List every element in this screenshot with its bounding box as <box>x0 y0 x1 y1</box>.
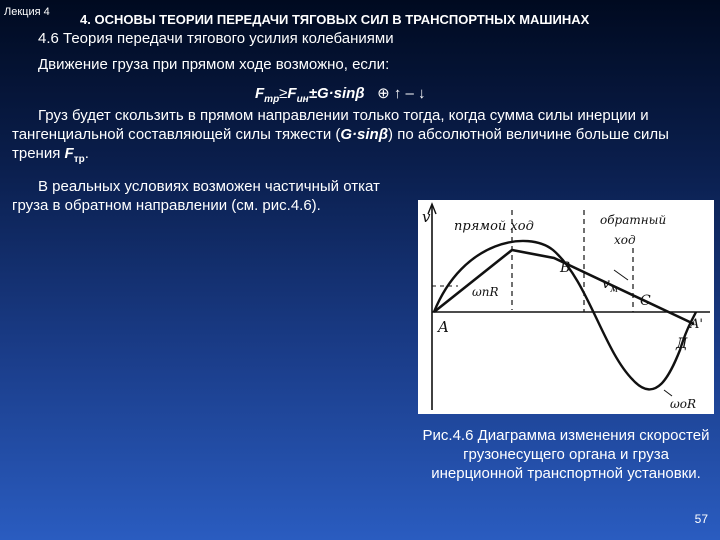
v-axis-label: v <box>422 208 431 226</box>
reverse-stroke-label-2: ход <box>614 233 636 247</box>
point-a-prime-label: A' <box>690 317 703 332</box>
formula-ge: ≥ <box>279 85 288 102</box>
formula-rest: ±G·sinβ <box>308 85 365 102</box>
figure-caption: Рис.4.6 Диаграмма изменения скоростей грузонесущего органа и груза инерционной транспортной установки. <box>422 427 710 482</box>
velocity-diagram <box>418 200 714 414</box>
wo-r-label: ωoR <box>670 397 697 411</box>
formula-symbols: ⊕ ↑ – ↓ <box>377 85 426 102</box>
formula <box>255 84 426 105</box>
lecture-label: Лекция 4 <box>4 6 50 18</box>
paragraph-rollback: В реальных условиях возможен частичный откат груза в обратном направлении (см. рис.4.6). <box>12 178 380 214</box>
wp-r-label: ωпR <box>472 285 499 299</box>
point-b-label: B <box>560 260 571 276</box>
paragraph-sliding: Груз будет скользить в прямом направлении только тогда, когда сумма силы инерции и тангенциальной составляющей силы тяжести (G·sinβ) по абсолютной величине больше силы трения $F_{тр}$. <box>12 107 669 165</box>
vm-label: $v_м$ <box>602 276 619 295</box>
formula-fin: $F_{ин}$ <box>287 85 309 105</box>
slide-title: 4. ОСНОВЫ ТЕОРИИ ПЕРЕДАЧИ ТЯГОВЫХ СИЛ В ТРАНСПОРТНЫХ МАШИНАХ <box>80 12 590 27</box>
vm-pointer <box>614 270 628 280</box>
forward-stroke-label: прямой ход <box>454 219 534 234</box>
velocity-diagram-svg <box>418 200 714 414</box>
formula-ftr: $F_{тр}$ <box>255 85 280 105</box>
condition-text: Движение груза при прямом ходе возможно, если: <box>38 56 390 73</box>
point-c-label: C <box>640 293 651 309</box>
point-d-label: Д <box>676 336 688 352</box>
point-a-label: A <box>438 318 449 336</box>
section-heading: 4.6 Теория передачи тягового усилия колебаниями <box>38 30 394 47</box>
page-number: 57 <box>694 512 708 526</box>
wo-pointer <box>664 390 672 396</box>
reverse-stroke-label-1: обратный <box>600 213 667 227</box>
